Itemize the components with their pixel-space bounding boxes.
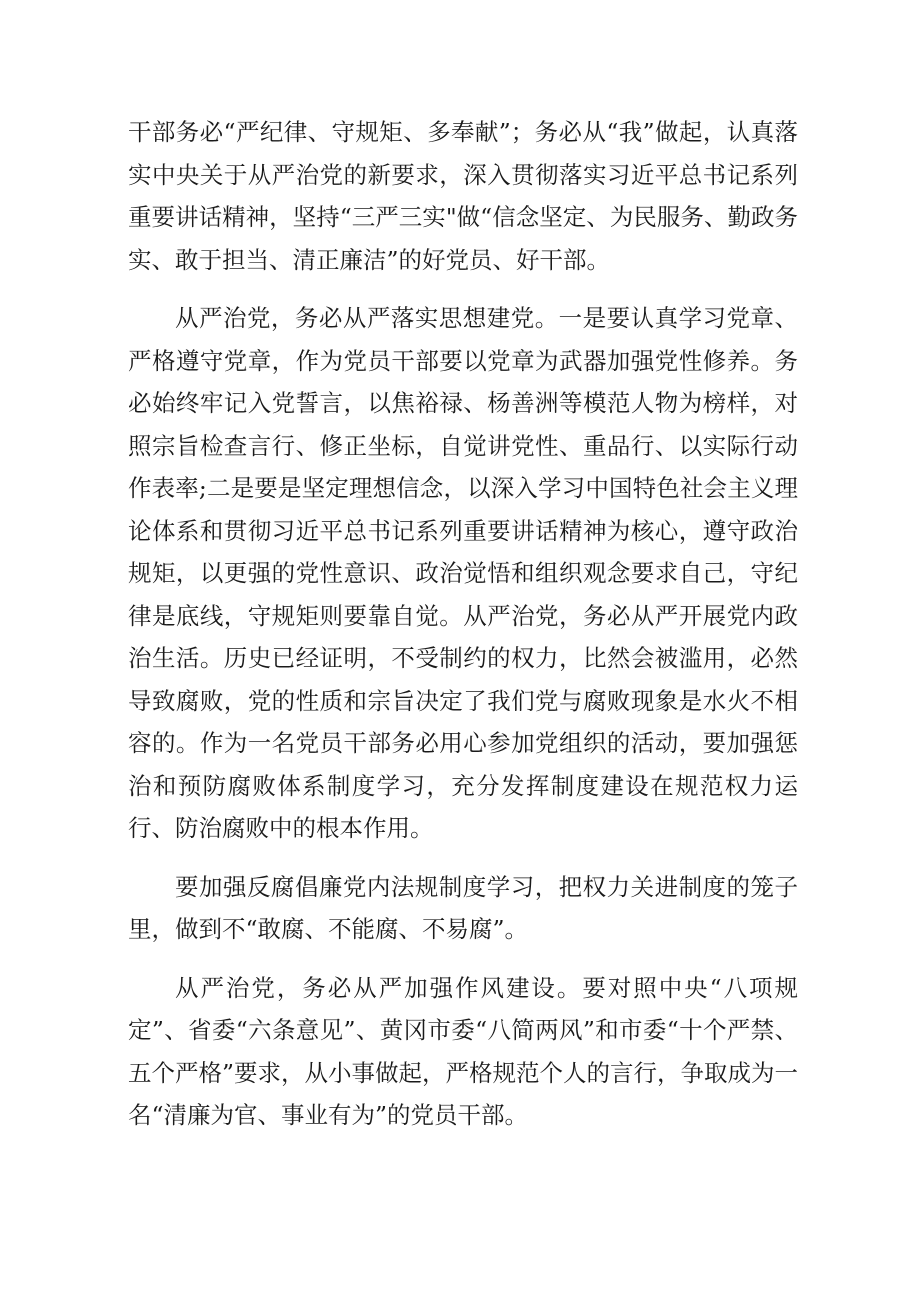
document-body <box>128 111 798 1153</box>
paragraph-ideological-building: 从严治党，务必从严落实思想建党。一是要认真学习党章、严格遵守党章，作为党员干部要以党章为武器加强党性修养。务必始终牢记入党誓言，以焦裕禄、杨善洲等模范人物为榜样，对照宗旨检查言行、修正坐标，自觉讲党性、重品行、以实际行动作表率;二是要是坚定理想信念，以深入学习中国特色社会主义理论体系和贯彻习近平总书记系列重要讲话精神为核心，遵守政治规矩，以更强的党性意识、政治觉悟和组织观念要求自己，守纪律是底线，守规矩则要靠自觉。从严治党，务必从严开展党内政治生活。历史已经证明，不受制约的权力，比然会被滥用，必然导致腐败，党的性质和宗旨决定了我们党与腐败现象是水火不相容的。作为一名党员干部务必用心参加党组织的活动，要加强惩治和预防腐败体系制度学习，充分发挥制度建设在规范权力运行、防治腐败中的根本作用。 <box>128 304 798 842</box>
paragraph-work-style: 从严治党，务必从严加强作风建设。要对照中央“八项规定”、省委“六条意见”、黄冈市委“八简两风”和市委“十个严禁、五个严格”要求，从小事做起，严格规范个人的言行，争取成为一名“清廉为官、事业有为”的党员干部。 <box>128 973 799 1129</box>
paragraph-continuation: 干部务必“严纪律、守规矩、多奉献”；务必从“我”做起，认真落实中央关于从严治党的新要求，深入贯彻落实习近平总书记系列重要讲话精神，坚持“三严三实"做“信念坚定、为民服务、勤政务实、敢于担当、清正廉洁”的好党员、好干部。 <box>128 118 798 274</box>
paragraph-anti-corruption-study: 要加强反腐倡廉党内法规制度学习，把权力关进制度的笼子里，做到不“敢腐、不能腐、不易腐”。 <box>128 872 798 943</box>
